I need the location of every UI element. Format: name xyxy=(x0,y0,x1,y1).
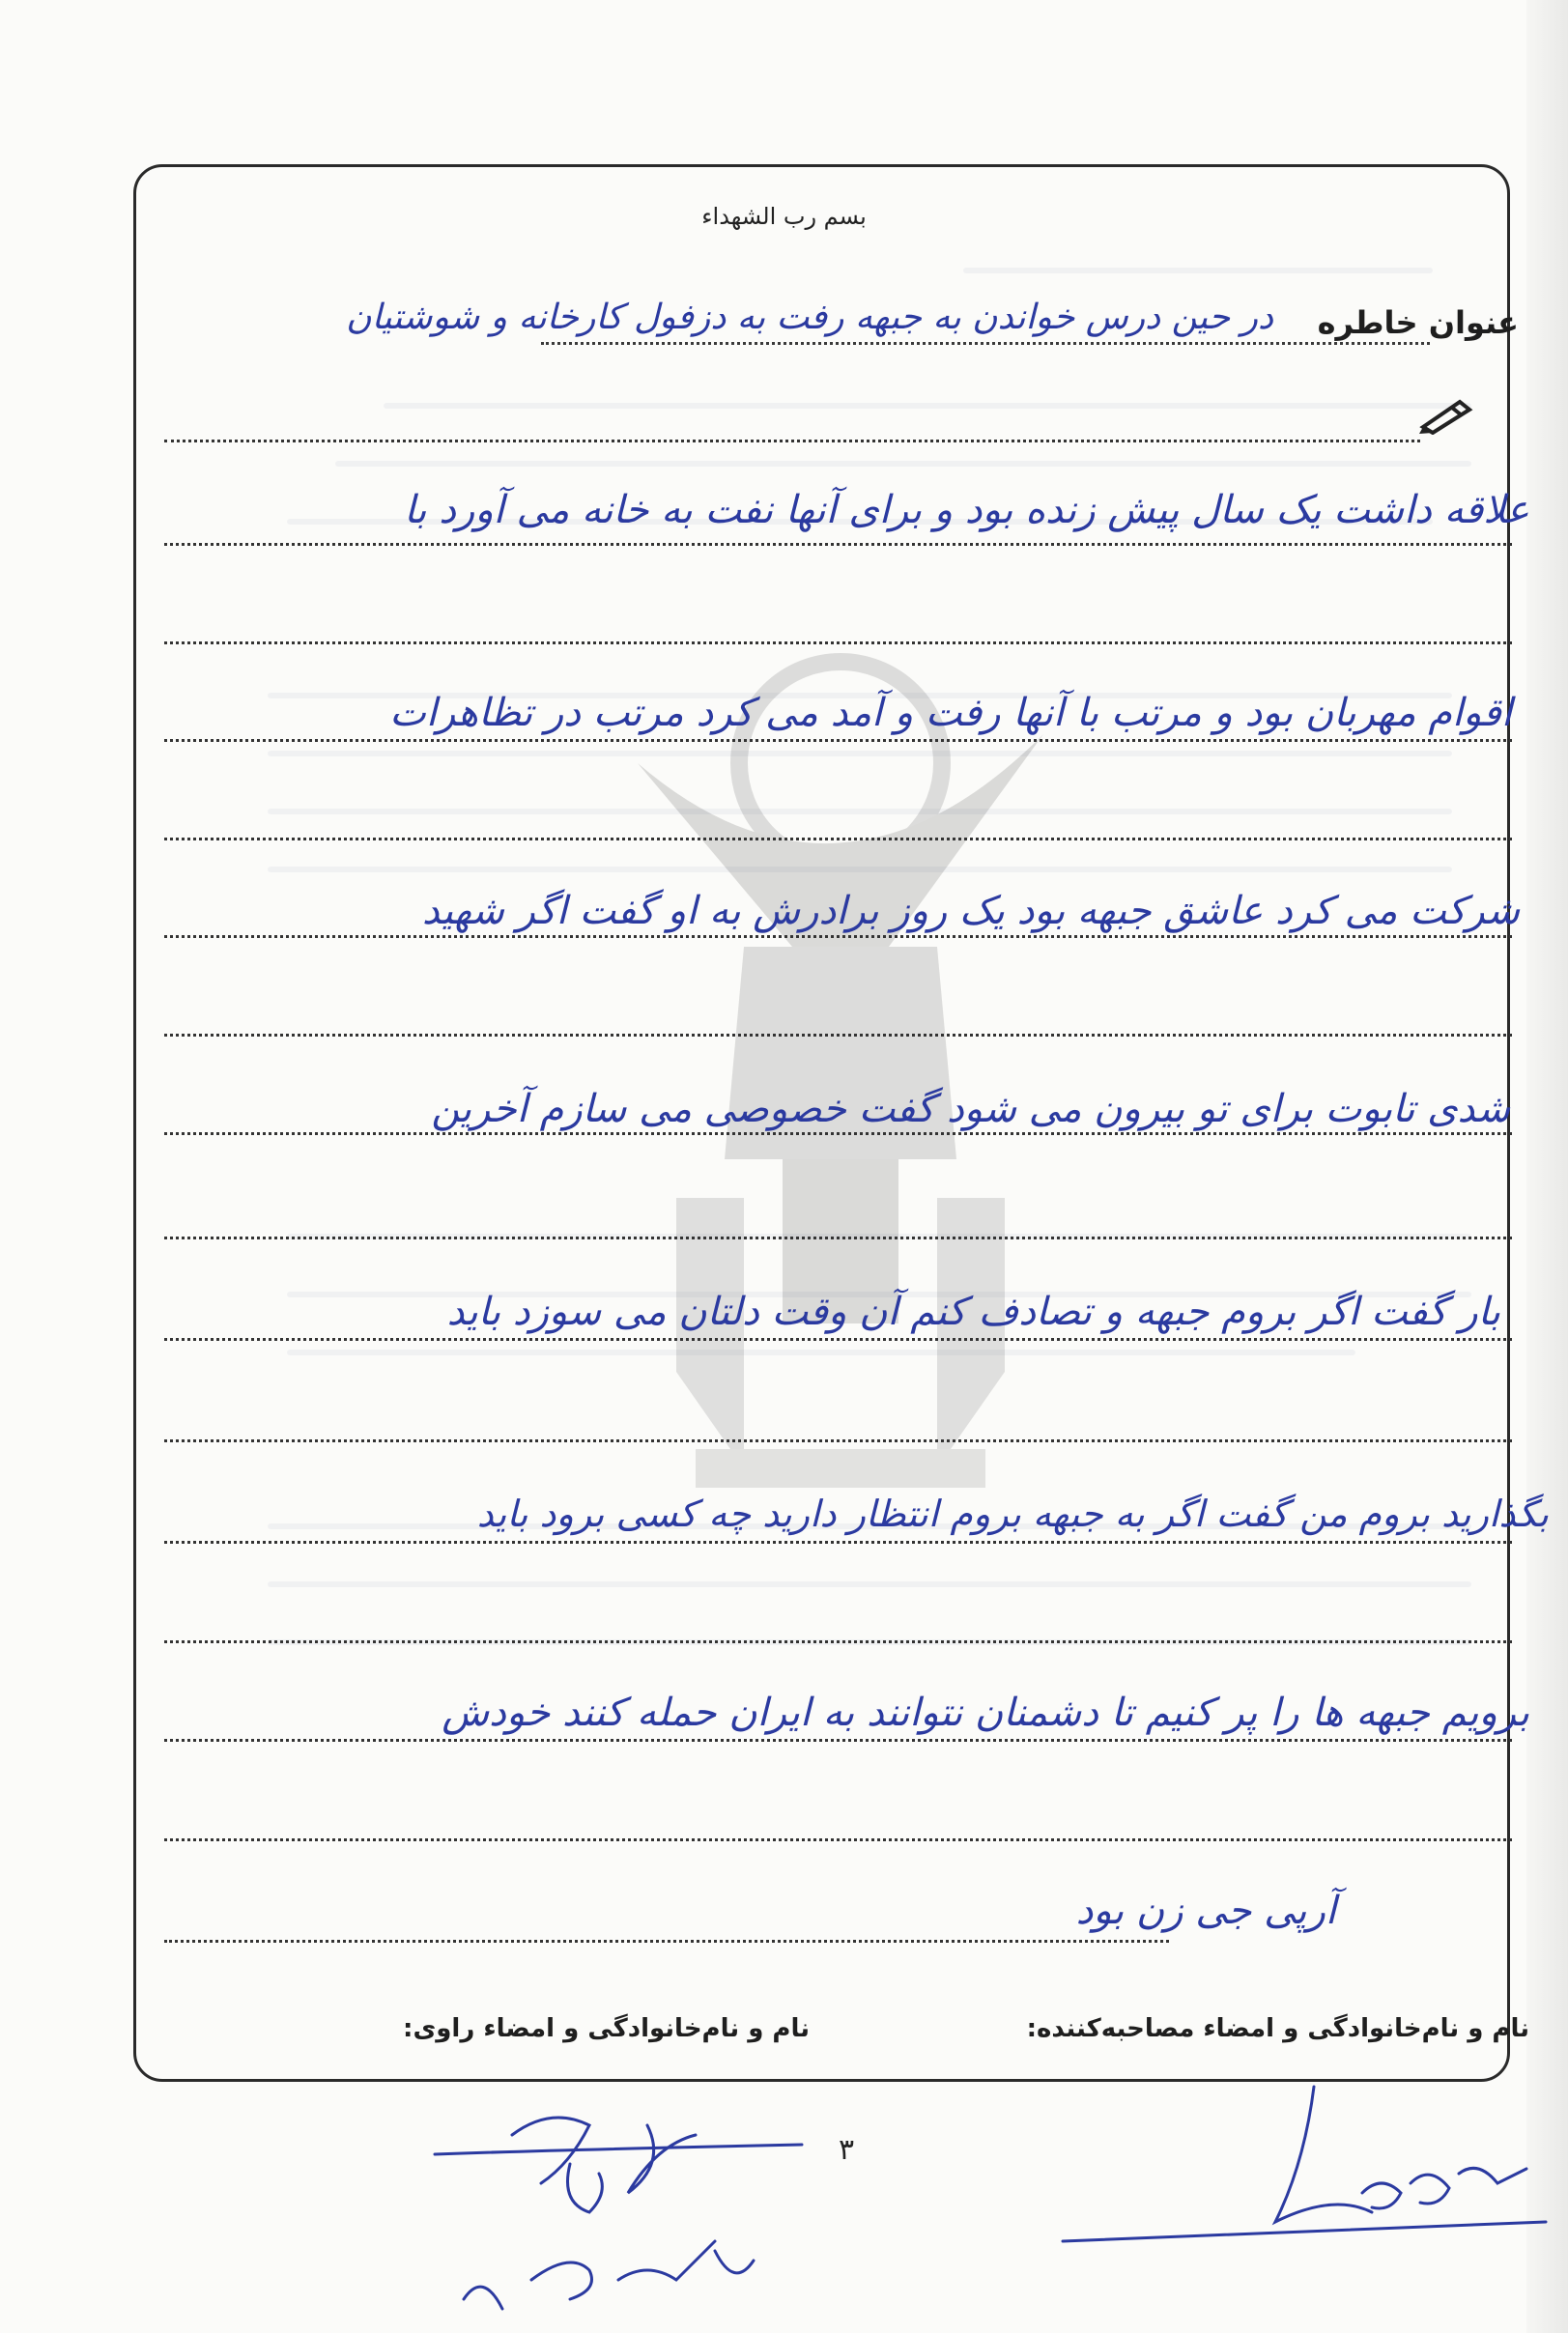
ruled-line xyxy=(164,1739,1512,1742)
ruled-line xyxy=(164,1838,1512,1841)
pen-icon xyxy=(1417,396,1475,435)
ruled-line xyxy=(164,935,1512,938)
ruled-line xyxy=(164,641,1512,644)
ruled-line xyxy=(164,1940,1169,1943)
ruled-line xyxy=(164,1132,1512,1135)
handwritten-line: برویم جبهه ها را پر کنیم تا دشمنان نتوانند به ایران حمله کنند خودش xyxy=(442,1691,1529,1735)
handwritten-line: بار گفت اگر بروم جبهه و تصادف کنم آن وقت دلتان می سوزد باید xyxy=(446,1290,1500,1334)
handwritten-line: اقوام مهربان بود و مرتب با آنها رفت و آمد می کرد مرتب در تظاهرات xyxy=(389,691,1512,735)
title-dotted-line xyxy=(541,342,1430,345)
ruled-line xyxy=(164,440,1420,442)
interviewer-signature xyxy=(1053,2077,1555,2261)
interviewer-signature-label: نام و نام‌خانوادگی و امضاء مصاحبه‌کننده: xyxy=(1026,2014,1529,2043)
handwritten-line: شدی تابوت برای تو بیرون می شود گفت خصوصی می سازم آخرین xyxy=(431,1087,1510,1131)
page-number: ۳ xyxy=(839,2133,855,2167)
ruled-line xyxy=(164,1034,1512,1037)
page-edge-shadow xyxy=(1526,0,1568,2333)
narrator-signature-label: نام و نام‌خانوادگی و امضاء راوی: xyxy=(403,2014,810,2043)
ruled-line xyxy=(164,838,1512,840)
handwritten-line: آرپی جی زن بود xyxy=(1075,1889,1336,1933)
page-header: بسم رب الشهداء xyxy=(701,203,867,230)
memory-title-label: عنوان خاطره xyxy=(1317,304,1519,341)
handwritten-line: بگذارید بروم من گفت اگر به جبهه بروم انتظار دارید چه کسی برود باید xyxy=(476,1493,1549,1535)
ruled-line xyxy=(164,1541,1512,1544)
ruled-line xyxy=(164,739,1512,742)
ruled-line xyxy=(164,1338,1512,1341)
handwritten-line: علاقه داشت یک سال پیش زنده بود و برای آنها نفت به خانه می آورد با xyxy=(404,488,1529,532)
handwritten-line: شرکت می کرد عاشق جبهه بود یک روز برادرش به او گفت اگر شهید xyxy=(421,889,1520,933)
memory-title-value: در حین درس خواندن به جبهه رفت به دزفول کارخانه و شوشتیان xyxy=(346,298,1273,337)
ruled-line xyxy=(164,1439,1512,1442)
narrator-signature xyxy=(425,2106,831,2328)
ruled-line xyxy=(164,1640,1512,1643)
ruled-line xyxy=(164,543,1512,546)
ruled-line xyxy=(164,1237,1512,1239)
